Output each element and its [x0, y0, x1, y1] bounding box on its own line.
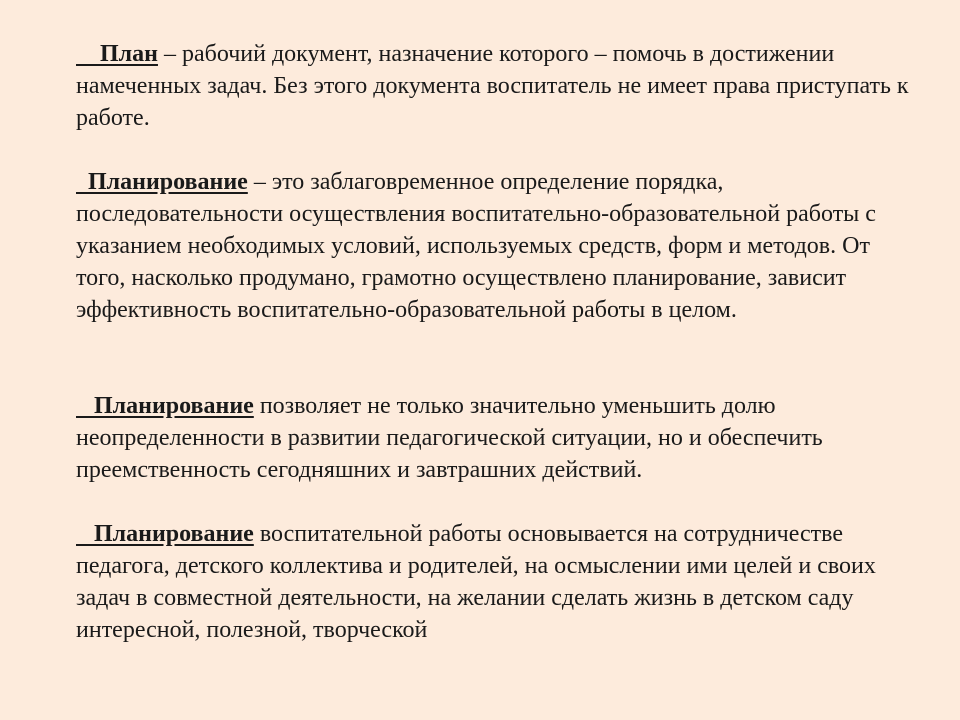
term-planning: Планирование	[94, 521, 254, 547]
paragraph-text: – рабочий документ, назначение которого – помочь в достижении намеченных задач. Без этого документа воспитатель не имеет права приступать к работе.	[76, 41, 909, 131]
term-plan: План	[100, 41, 158, 67]
paragraph-text: позволяет не только значительно уменьшить долю неопределенности в развитии педагогической ситуации, но и обеспечить преемственность сегодняшних и завтрашних действий.	[76, 393, 823, 483]
paragraph-indent	[76, 393, 94, 419]
paragraph-planning-definition	[76, 166, 916, 326]
paragraph-plan	[76, 38, 916, 134]
paragraph-indent	[76, 521, 94, 547]
paragraph-indent	[76, 41, 100, 67]
paragraph-indent	[76, 169, 88, 195]
paragraph-text: – это заблаговременное определение порядка, последовательности осуществления воспитательно-образовательной работы с указанием необходимых условий, используемых средств, форм и методов. От того, насколько продумано, грамотно осуществлено планирование, зависит эффективность воспитательно-образовательной работы в целом.	[76, 169, 876, 323]
term-planning: Планирование	[88, 169, 248, 195]
term-planning: Планирование	[94, 393, 254, 419]
paragraph-planning-benefit	[76, 390, 916, 486]
paragraph-text: воспитательной работы основывается на сотрудничестве педагога, детского коллектива и родителей, на осмыслении ими целей и своих задач в совместной деятельности, на желании сделать жизнь в детском саду интересной, полезной, творческой	[76, 521, 876, 643]
paragraph-planning-cooperation	[76, 518, 916, 646]
